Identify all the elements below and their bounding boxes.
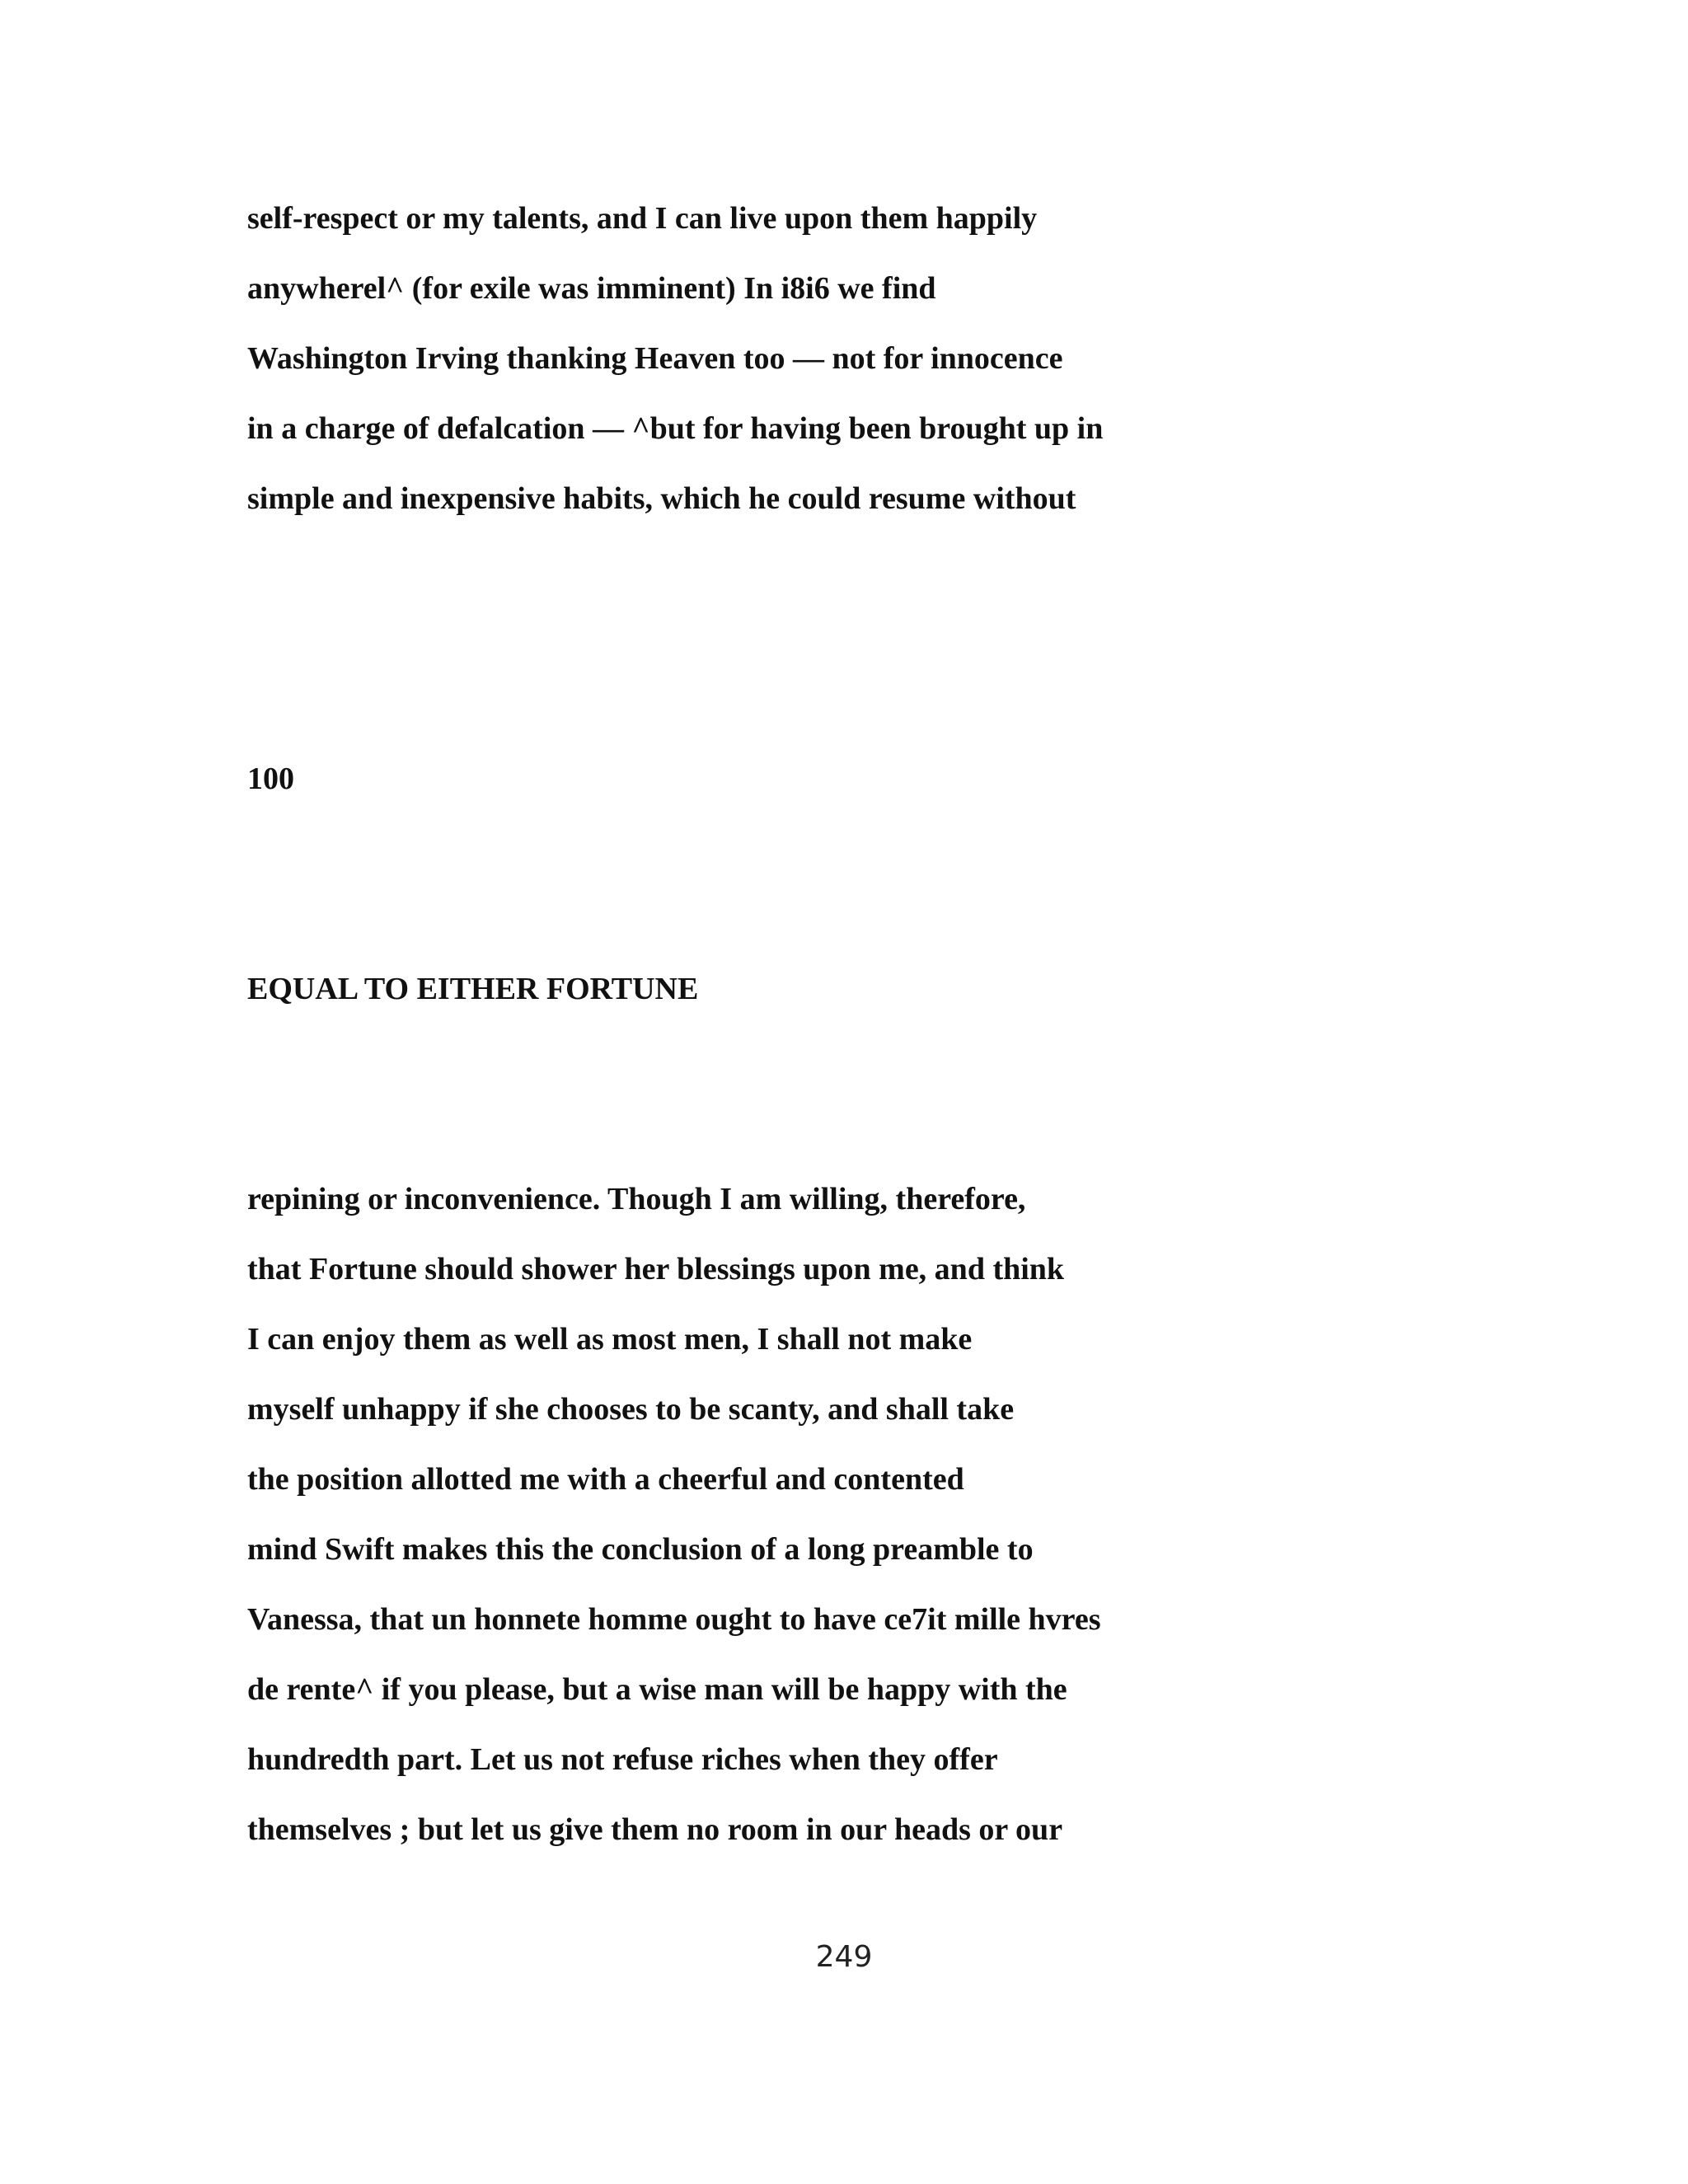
text-line: mind Swift makes this the conclusion of a long preamble to (247, 1532, 1034, 1567)
text-line: de rente^ if you please, but a wise man will be happy with the (247, 1672, 1067, 1707)
text-line: themselves ; but let us give them no room in our heads or our (247, 1812, 1063, 1847)
text-line: hundredth part. Let us not refuse riches when they offer (247, 1742, 998, 1777)
text-line: simple and inexpensive habits, which he could resume without (247, 481, 1076, 516)
text-line: repining or inconvenience. Though I am willing, therefore, (247, 1182, 1026, 1216)
text-line: that Fortune should shower her blessings upon me, and think (247, 1252, 1065, 1286)
text-line: anywherel^ (for exile was imminent) In i8i6 we find (247, 271, 936, 306)
text-line: myself unhappy if she chooses to be scanty, and shall take (247, 1392, 1015, 1427)
running-title: EQUAL TO EITHER FORTUNE (247, 972, 699, 1006)
text-line: Washington Irving thanking Heaven too — not for innocence (247, 341, 1063, 376)
text-line: the position allotted me with a cheerful and contented (247, 1462, 964, 1497)
text-line: I can enjoy them as well as most men, I shall not make (247, 1322, 973, 1357)
footer-page-number: 249 (815, 1940, 873, 1974)
text-line: in a charge of defalcation — ^but for having been brought up in (247, 411, 1104, 446)
text-line: Vanessa, that un honnete homme ought to have ce7it mille hvres (247, 1602, 1101, 1637)
running-page-number: 100 (247, 762, 294, 796)
text-line: self-respect or my talents, and I can live upon them happily (247, 201, 1038, 236)
